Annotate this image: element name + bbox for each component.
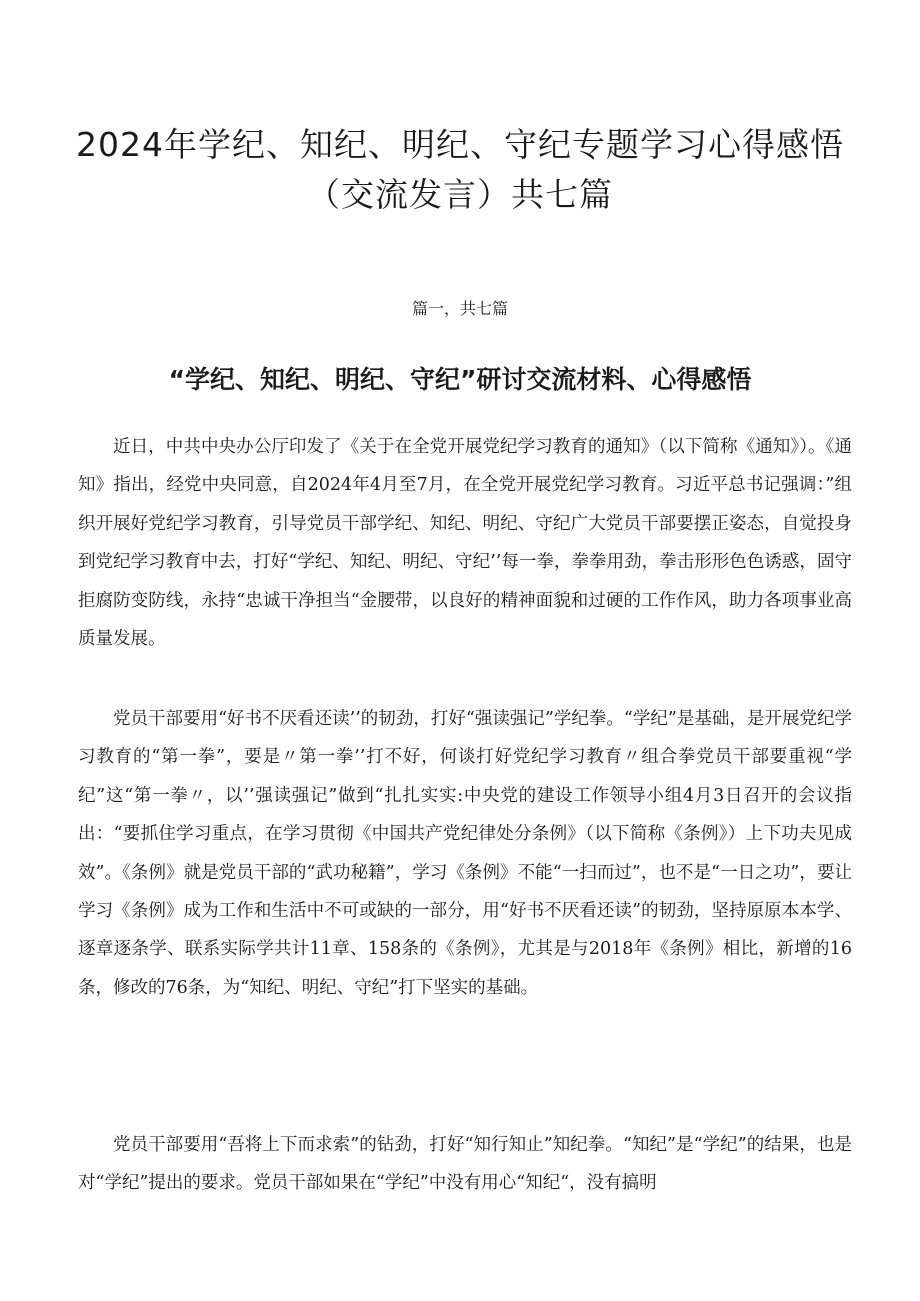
paragraph: 近日，中共中央办公厅印发了《关于在全党开展党纪学习教育的通知》（以下简称《通知》）。《通知》指出，经党中央同意，自2024年4月至7月，在全党开展党纪学习教育。习近平总书记强调：”组织开展好党纪学习教育，引导党员干部学纪、知纪、明纪、守纪广大党员干部要摆正姿态，自觉投身到党纪学习教育中去，打好“学纪、知纪、明纪、守纪’’每一拳，拳拳用劲，拳击形形色色诱惑，固守拒腐防变防线，永持“忠诚干净担当“金腰带，以良好的精神面貌和过硬的工作作风，助力各项事业高质量发展。	[78, 437, 852, 650]
article-title: “学纪、知纪、明纪、守纪”研讨交流材料、心得感悟	[168, 365, 752, 394]
paragraph: 党员干部要用“好书不厌看还读’’的韧劲，打好“强读强记”学纪拳。“学纪”是基础，是开展党纪学习教育的“第一拳”，要是〃第一拳’’打不好，何谈打好党纪学习教育〃组合拳党员干部要重视“学纪”这“第一拳〃，以’’强读强记”做到“扎扎实实:中央党的建设工作领导小组4月3日召开的会议指出：“要抓住学习重点，在学习贯彻《中国共产党纪律处分条例》（以下简称《条例》）上下功夫见成效”。《条例》就是党员干部的“武功秘籍”，学习《条例》不能“一扫而过”，也不是“一日之功”，要让学习《条例》成为工作和生活中不可或缺的一部分，用“好书不厌看还读”的韧劲，坚持原原本本学、逐章逐条学、联系实际学共计11章、158条的《条例》，尤其是与2018年《条例》相比，新增的16条，修改的76条，为“知纪、明纪、守纪”打下坚实的基础。	[78, 709, 852, 998]
paragraph: 党员干部要用“吾将上下而求索”的钻劲，打好“知行知止”知纪拳。“知纪”是“学纪”的结果，也是对“学纪”提出的要求。党员干部如果在“学纪”中没有用心“知纪“，没有搞明	[78, 1135, 852, 1194]
document-title: 2024年学纪、知纪、明纪、守纪专题学习心得感悟（交流发言）共七篇	[76, 125, 844, 214]
section-label: 篇一，共七篇	[411, 299, 508, 318]
